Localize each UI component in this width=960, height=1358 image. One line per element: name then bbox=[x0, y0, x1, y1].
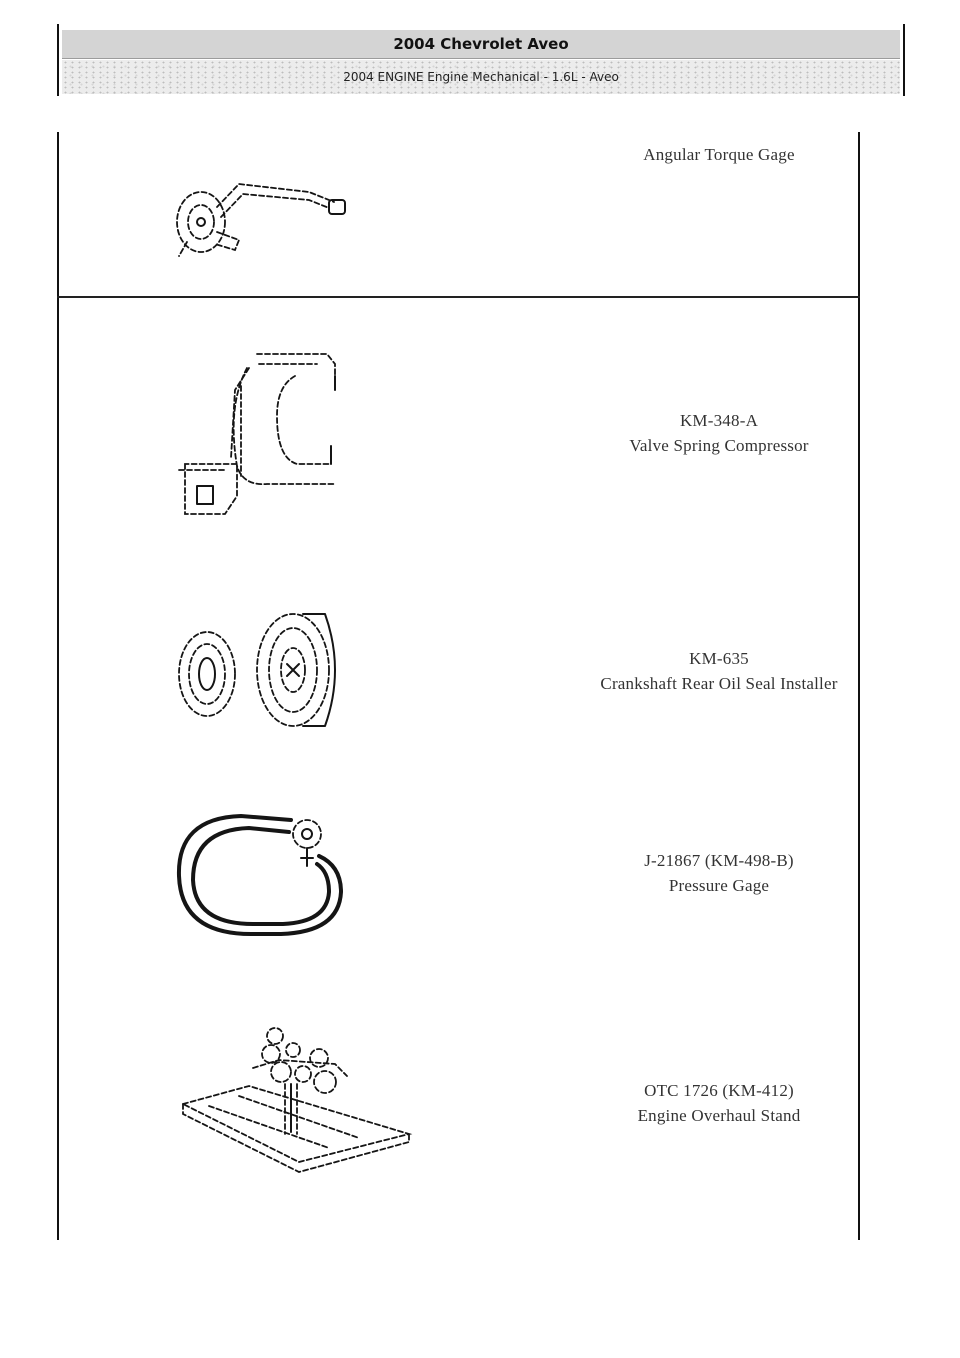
tool-caption bbox=[539, 848, 899, 898]
header-left-rule bbox=[57, 24, 59, 96]
tool-caption bbox=[539, 646, 899, 696]
tool-row-angular-torque-gage bbox=[59, 132, 858, 296]
tool-name: Crankshaft Rear Oil Seal Installer bbox=[600, 674, 838, 693]
tool-number: KM-348-A bbox=[679, 411, 759, 430]
tool-name: Pressure Gage bbox=[668, 876, 770, 895]
tool-row-engine-overhaul-stand bbox=[59, 998, 858, 1240]
tool-number: OTC 1726 (KM-412) bbox=[644, 1081, 794, 1100]
tool-name: Engine Overhaul Stand bbox=[637, 1106, 801, 1125]
document-subtitle: 2004 ENGINE Engine Mechanical - 1.6L - Aveo bbox=[62, 60, 900, 94]
torque-angle-gage-icon bbox=[169, 172, 369, 262]
document-title: 2004 Chevrolet Aveo bbox=[62, 30, 900, 59]
tool-caption bbox=[539, 142, 899, 167]
pressure-gage-icon bbox=[171, 806, 361, 946]
header-right-rule bbox=[903, 24, 905, 96]
tool-caption bbox=[539, 1078, 899, 1128]
tool-number: J-21867 (KM-498-B) bbox=[644, 851, 794, 870]
tool-name: Angular Torque Gage bbox=[643, 145, 795, 164]
valve-spring-compressor-icon bbox=[177, 346, 347, 526]
tool-caption bbox=[539, 408, 899, 458]
overhaul-stand-icon bbox=[179, 1024, 419, 1184]
tool-row-seal-installer bbox=[59, 558, 858, 788]
tool-name: Valve Spring Compressor bbox=[629, 436, 809, 455]
tool-number: KM-635 bbox=[689, 649, 749, 668]
tool-row-valve-spring-compressor bbox=[59, 298, 858, 558]
tool-row-pressure-gage bbox=[59, 788, 858, 998]
seal-installer-icon bbox=[175, 608, 355, 738]
